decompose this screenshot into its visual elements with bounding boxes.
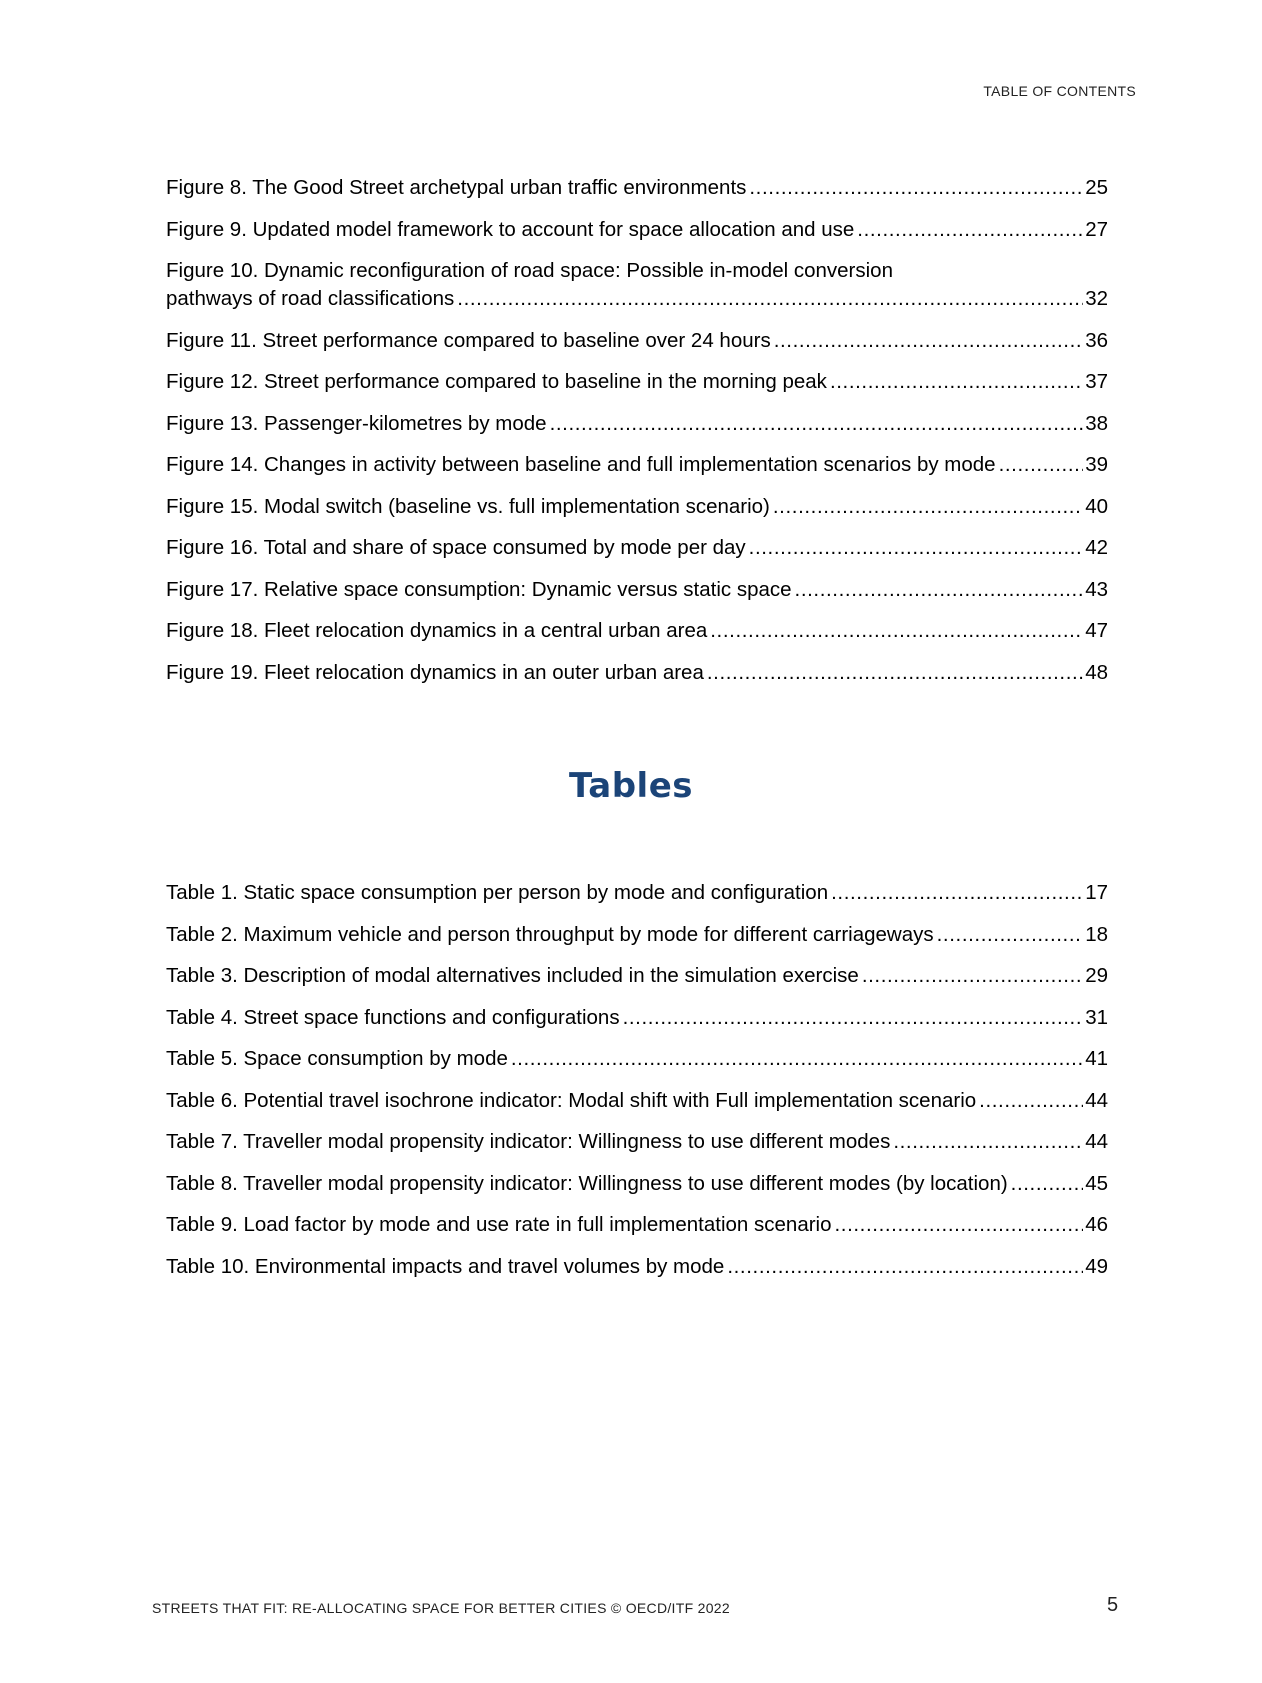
toc-entry-table-3[interactable] (166, 962, 1108, 990)
dot-leader (893, 1128, 1083, 1156)
toc-entry-page: 37 (1085, 370, 1108, 393)
dot-leader (749, 174, 1083, 202)
toc-entry-table-2[interactable] (166, 921, 1108, 949)
toc-entry-figure-11[interactable] (166, 327, 1108, 355)
dot-leader (707, 659, 1083, 687)
toc-entry-title: Figure 18. Fleet relocation dynamics in a central urban area (166, 619, 708, 642)
dot-leader (830, 368, 1083, 396)
dot-leader (999, 451, 1084, 479)
toc-entry-page: 47 (1085, 619, 1108, 642)
toc-entry-title: Table 5. Space consumption by mode (166, 1047, 508, 1070)
dot-leader (831, 879, 1083, 907)
toc-entry-figure-13[interactable] (166, 410, 1108, 438)
dot-leader (979, 1087, 1083, 1115)
toc-entry-title: Table 10. Environmental impacts and travel volumes by mode (166, 1254, 725, 1278)
toc-entry-page: 25 (1085, 176, 1108, 199)
toc-entry-figure-17[interactable] (166, 576, 1108, 604)
toc-entry-page: 27 (1085, 217, 1108, 241)
toc-entry-page: 44 (1085, 1088, 1108, 1112)
toc-entry-title: Table 7. Traveller modal propensity indicator: Willingness to use different modes (166, 1130, 891, 1153)
toc-entry-page: 42 (1085, 536, 1108, 559)
dot-leader (550, 410, 1084, 438)
toc-entry-page: 39 (1085, 453, 1108, 476)
toc-entry-title-line1: Figure 10. Dynamic reconfiguration of road space: Possible in-model conversion (166, 259, 893, 282)
toc-entry-page: 45 (1085, 1171, 1108, 1195)
toc-entry-figure-10[interactable] (166, 257, 1108, 313)
dot-leader (623, 1004, 1084, 1032)
dot-leader (511, 1045, 1083, 1073)
dot-leader (795, 576, 1084, 604)
toc-entry-title: Figure 9. Updated model framework to account for space allocation and use (166, 217, 855, 241)
toc-entry-page: 17 (1085, 881, 1108, 904)
toc-entry-page: 43 (1085, 577, 1108, 601)
toc-entry-title: Figure 15. Modal switch (baseline vs. full implementation scenario) (166, 494, 770, 518)
toc-entry-figure-9[interactable] (166, 216, 1108, 244)
toc-entry-table-7[interactable] (166, 1128, 1108, 1156)
toc-entry-page: 40 (1085, 494, 1108, 518)
toc-entry-figure-14[interactable] (166, 451, 1108, 479)
toc-entry-title: Table 6. Potential travel isochrone indicator: Modal shift with Full implementation scenario (166, 1088, 977, 1112)
dot-leader (749, 534, 1084, 562)
toc-entry-title: Table 8. Traveller modal propensity indicator: Willingness to use different modes (by location) (166, 1171, 1008, 1195)
toc-entry-title: Figure 14. Changes in activity between baseline and full implementation scenarios by mode (166, 453, 996, 476)
toc-entry-table-10[interactable] (166, 1253, 1108, 1281)
toc-entry-page: 32 (1085, 287, 1108, 310)
toc-entry-title: Figure 11. Street performance compared to baseline over 24 hours (166, 328, 771, 352)
dot-leader (774, 327, 1083, 355)
toc-entry-figure-19[interactable] (166, 659, 1108, 687)
toc-entry-figure-8[interactable] (166, 174, 1108, 202)
toc-entry-table-1[interactable] (166, 879, 1108, 907)
running-header: TABLE OF CONTENTS (983, 83, 1136, 99)
toc-entry-title: Table 1. Static space consumption per person by mode and configuration (166, 881, 829, 904)
toc-entry-title: Figure 16. Total and share of space consumed by mode per day (166, 536, 746, 559)
toc-entry-page: 46 (1085, 1213, 1108, 1236)
dot-leader (862, 962, 1083, 990)
toc-entry-figure-12[interactable] (166, 368, 1108, 396)
dot-leader (1011, 1170, 1084, 1198)
toc-entry-title: Figure 13. Passenger-kilometres by mode (166, 411, 547, 435)
toc-entry-page: 18 (1085, 922, 1108, 946)
dot-leader (710, 617, 1083, 645)
toc-entry-figure-15[interactable] (166, 493, 1108, 521)
toc-entry-table-6[interactable] (166, 1087, 1108, 1115)
toc-entry-page: 49 (1085, 1254, 1108, 1278)
toc-entry-title: Table 9. Load factor by mode and use rate in full implementation scenario (166, 1213, 832, 1236)
toc-entry-figure-18[interactable] (166, 617, 1108, 645)
toc-entry-figure-16[interactable] (166, 534, 1108, 562)
toc-entry-table-9[interactable] (166, 1211, 1108, 1239)
toc-entry-title: Figure 17. Relative space consumption: Dynamic versus static space (166, 577, 792, 601)
toc-entry-page: 38 (1085, 411, 1108, 435)
toc-entry-table-8[interactable] (166, 1170, 1108, 1198)
toc-entry-table-4[interactable] (166, 1004, 1108, 1032)
dot-leader (773, 493, 1083, 521)
toc-entry-title: Table 3. Description of modal alternatives included in the simulation exercise (166, 964, 859, 987)
toc-entry-title-line2: pathways of road classifications (166, 287, 455, 310)
toc-entry-table-5[interactable] (166, 1045, 1108, 1073)
footer-publication: STREETS THAT FIT: RE-ALLOCATING SPACE FOR BETTER CITIES © OECD/ITF 2022 (152, 1600, 730, 1616)
page-number: 5 (1107, 1594, 1119, 1616)
toc-entry-page: 36 (1085, 328, 1108, 352)
toc-entry-title: Table 2. Maximum vehicle and person throughput by mode for different carriageways (166, 922, 934, 946)
toc-entry-title: Figure 19. Fleet relocation dynamics in an outer urban area (166, 660, 704, 684)
toc-entry-title: Figure 8. The Good Street archetypal urban traffic environments (166, 176, 747, 199)
toc-entry-title: Figure 12. Street performance compared to baseline in the morning peak (166, 370, 827, 393)
dot-leader (857, 216, 1083, 244)
list-of-tables (166, 879, 1108, 1294)
toc-entry-page: 31 (1085, 1005, 1108, 1029)
toc-entry-page: 41 (1085, 1047, 1108, 1070)
list-of-figures (166, 174, 1108, 700)
dot-leader (937, 921, 1084, 949)
toc-entry-title: Table 4. Street space functions and configurations (166, 1005, 620, 1029)
dot-leader (457, 285, 1083, 313)
dot-leader (727, 1253, 1083, 1281)
toc-entry-page: 29 (1085, 964, 1108, 987)
toc-entry-page: 44 (1085, 1130, 1108, 1153)
tables-heading: Tables (568, 766, 694, 806)
toc-entry-page: 48 (1085, 660, 1108, 684)
dot-leader (835, 1211, 1084, 1239)
